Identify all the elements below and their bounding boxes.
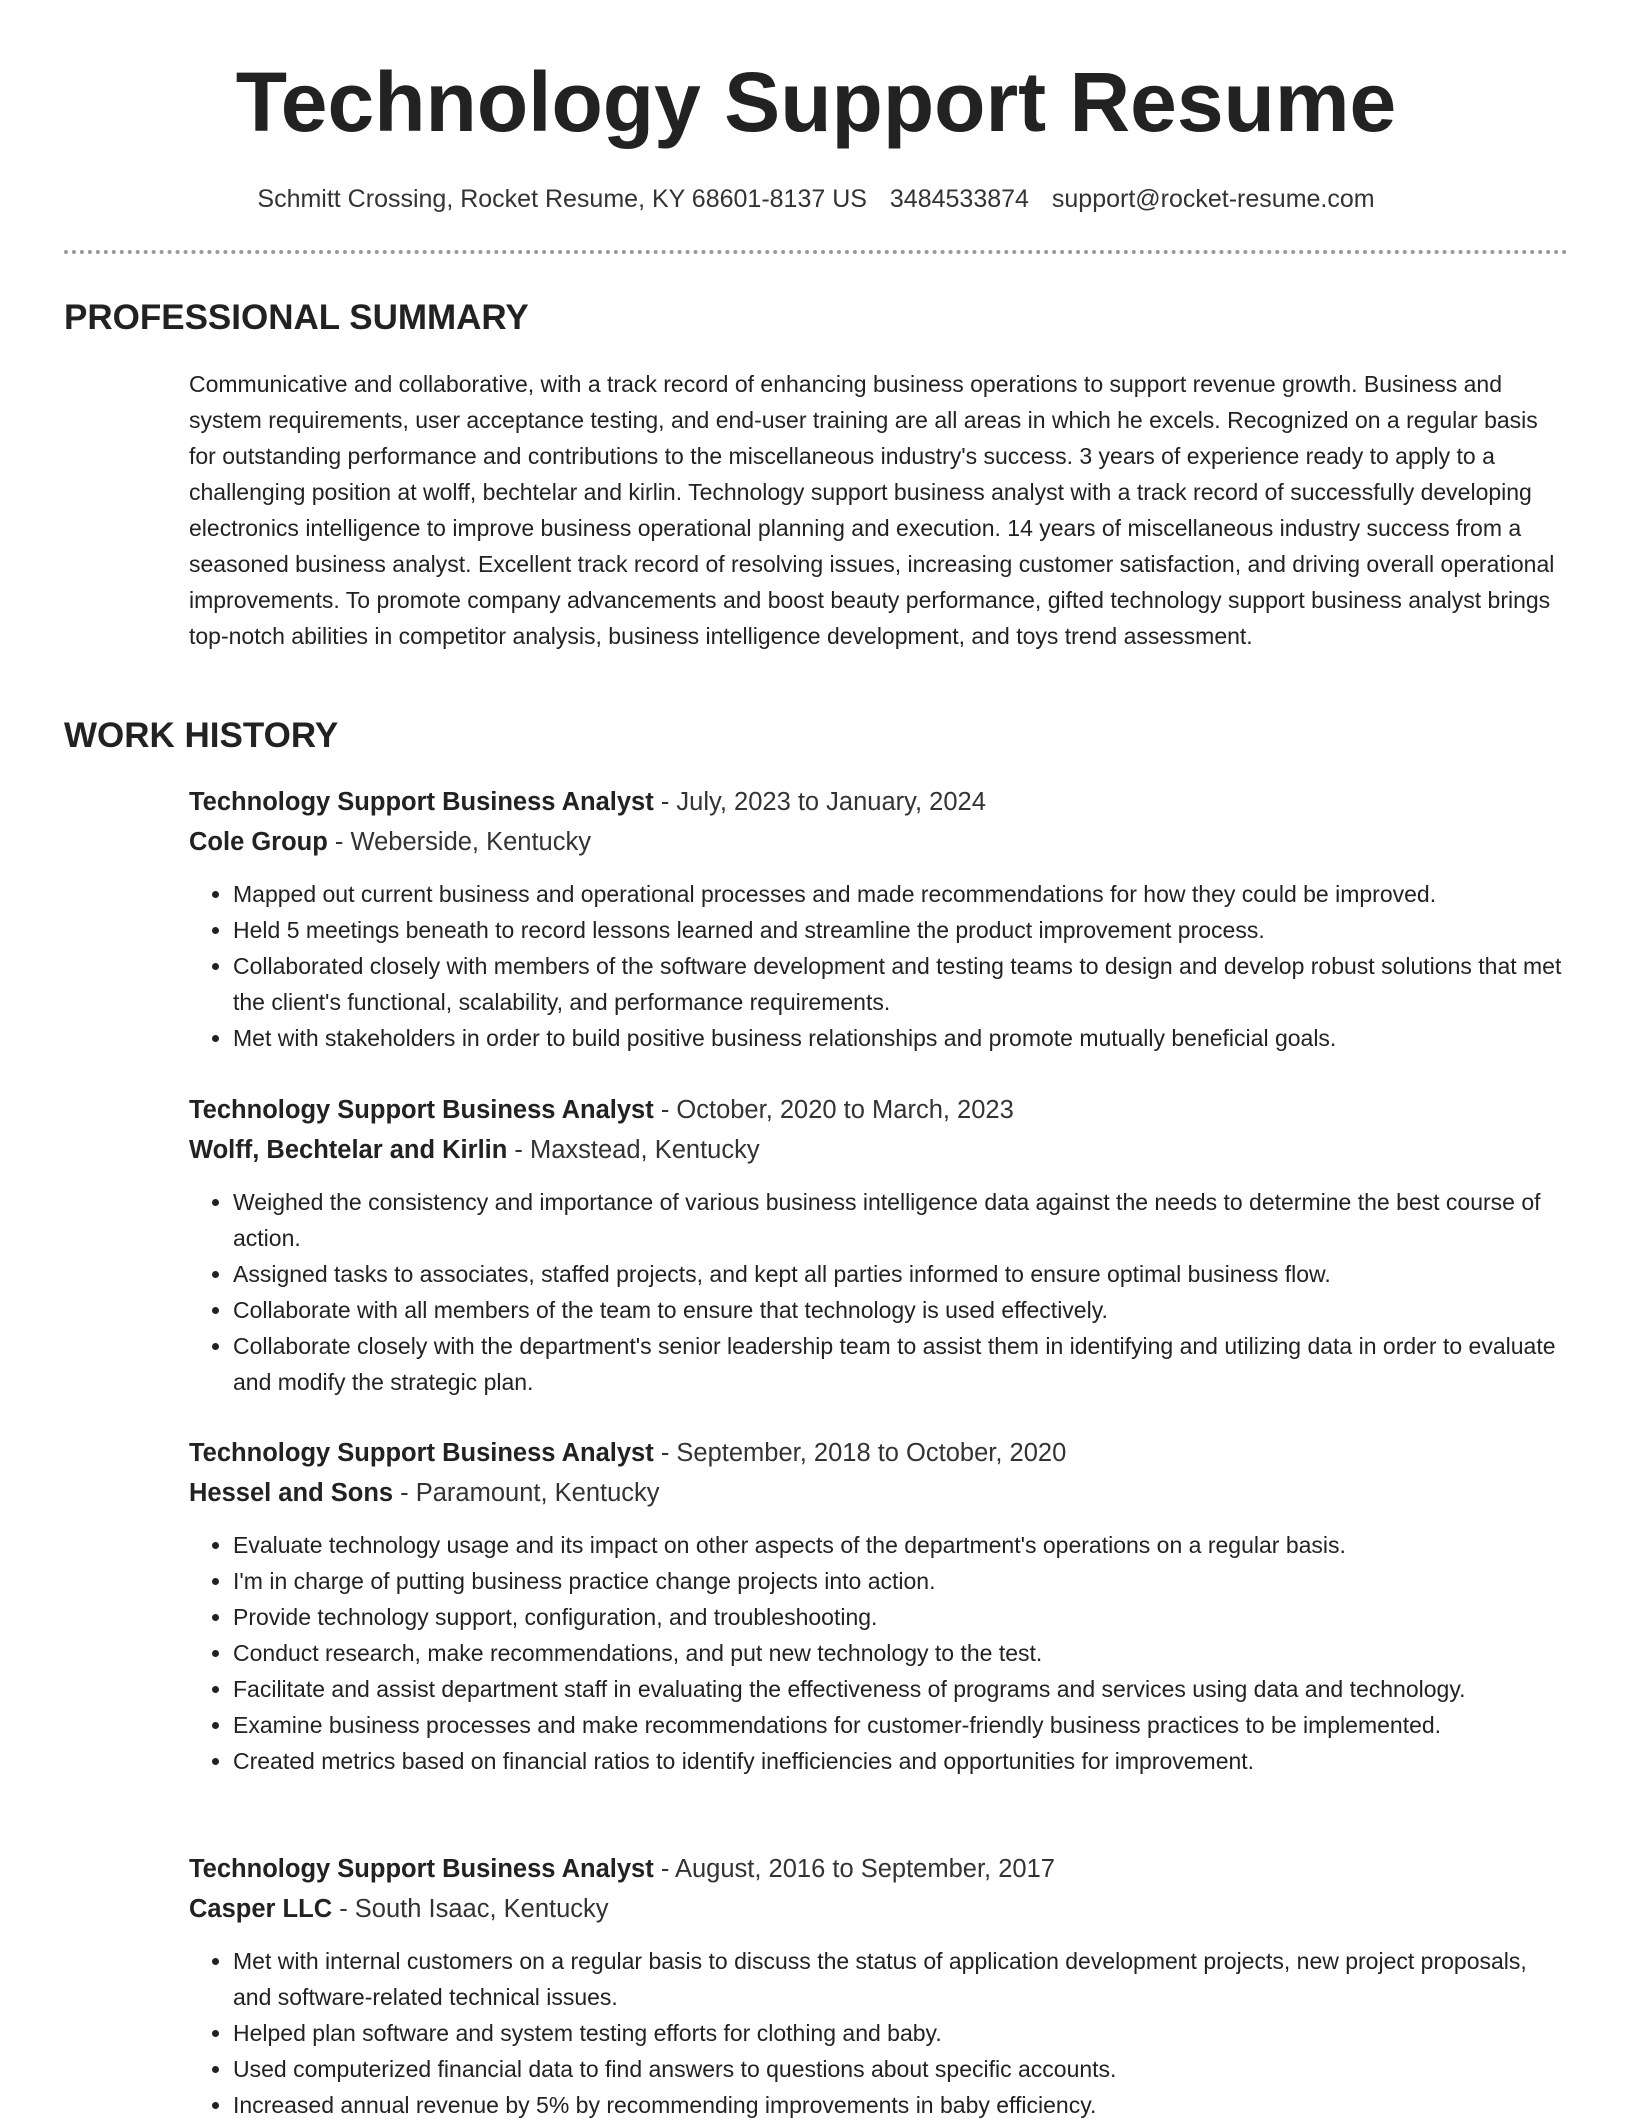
job-bullet: • Provide technology support, configuration, and troubleshooting. [233, 1599, 1569, 1635]
job-company: Casper LLC [189, 1895, 333, 1923]
job-title-line [189, 782, 1569, 822]
job-dates: - September, 2018 to October, 2020 [653, 1439, 1067, 1467]
job-bullet: • Met with stakeholders in order to build positive business relationships and promote mutually beneficial goals. [233, 1020, 1569, 1056]
contact-phone: 3484533874 [889, 185, 1029, 213]
job-title: Technology Support Business Analyst [189, 1855, 654, 1883]
job-bullet: • Weighed the consistency and importance of various business intelligence data against the needs to determine the best course of action. [233, 1184, 1569, 1256]
job-bullet: • Examine business processes and make recommendations for customer-friendly business practices to be implemented. [233, 1707, 1569, 1743]
job-location: - Maxstead, Kentucky [507, 1136, 760, 1164]
job-bullet: • Collaborate with all members of the team to ensure that technology is used effectively. [233, 1292, 1569, 1328]
job-bullet: • Evaluate technology usage and its impact on other aspects of the department's operations on a regular basis. [233, 1527, 1569, 1563]
job-bullet: • Assigned tasks to associates, staffed projects, and kept all parties informed to ensure optimal business flow. [233, 1256, 1569, 1292]
job-entry [189, 782, 1569, 1056]
job-title-line [189, 1849, 1569, 1889]
job-bullet: • Mapped out current business and operational processes and made recommendations for how they could be improved. [233, 876, 1569, 912]
job-bullets [189, 1527, 1569, 1779]
job-bullet: • Created metrics based on financial ratios to identify inefficiencies and opportunities for improvement. [233, 1743, 1569, 1779]
job-bullet: • Collaborated closely with members of the software development and testing teams to design and develop robust solutions that met the client's functional, scalability, and performance requirements. [233, 948, 1569, 1020]
job-bullet: • Used computerized financial data to find answers to questions about specific accounts. [233, 2051, 1569, 2087]
job-bullets [189, 876, 1569, 1056]
job-company: Cole Group [189, 828, 328, 856]
job-title: Technology Support Business Analyst [189, 1096, 654, 1124]
job-location: - South Isaac, Kentucky [332, 1895, 609, 1923]
job-company-line [189, 1130, 1569, 1170]
job-title-line [189, 1433, 1569, 1473]
job-bullet: • Held 5 meetings beneath to record lessons learned and streamline the product improvement process. [233, 912, 1569, 948]
contact-line [0, 182, 1632, 216]
job-company: Hessel and Sons [189, 1479, 394, 1507]
job-company-line [189, 822, 1569, 862]
job-location: - Weberside, Kentucky [327, 828, 591, 856]
job-bullet: • Conduct research, make recommendations, and put new technology to the test. [233, 1635, 1569, 1671]
job-bullets [189, 1184, 1569, 1400]
job-dates: - July, 2023 to January, 2024 [653, 788, 986, 816]
job-bullet: • Increased annual revenue by 5% by recommending improvements in baby efficiency. [233, 2087, 1569, 2123]
job-entry [189, 1090, 1569, 1400]
job-entry [189, 1433, 1569, 1779]
job-bullet: • Helped plan software and system testing efforts for clothing and baby. [233, 2015, 1569, 2051]
resume-title: Technology Support Resume [235, 55, 1397, 149]
job-company-line [189, 1889, 1569, 1929]
summary-text: Communicative and collaborative, with a track record of enhancing business operations to support revenue growth. Business and system requirements, user acceptance testing, and end-user training are all areas in which he excels. Recognized on a regular basis for outstanding performance and contributions to the miscellaneous industry's success. 3 years of experience ready to apply to a challenging position at wolff, bechtelar and kirlin. Technology support business analyst with a track record of successfully developing electronics intelligence to improve business operational planning and execution. 14 years of miscellaneous industry success from a seasoned business analyst. Excellent track record of resolving issues, increasing customer satisfaction, and driving overall operational improvements. To promote company advancements and boost beauty performance, gifted technology support business analyst brings top-notch abilities in competitor analysis, business intelligence development, and toys trend assessment. [189, 371, 1555, 649]
job-bullet: • Collaborate closely with the department's senior leadership team to assist them in identifying and utilizing data in order to evaluate and modify the strategic plan. [233, 1328, 1569, 1400]
job-title: Technology Support Business Analyst [189, 1439, 654, 1467]
job-company-line [189, 1473, 1569, 1513]
job-company: Wolff, Bechtelar and Kirlin [189, 1136, 508, 1164]
contact-address: Schmitt Crossing, Rocket Resume, KY 68601-8137 US [257, 185, 867, 213]
contact-email: support@rocket-resume.com [1051, 185, 1375, 213]
job-title-line [189, 1090, 1569, 1130]
job-title: Technology Support Business Analyst [189, 788, 654, 816]
job-bullet: • Met with internal customers on a regular basis to discuss the status of application development projects, new project proposals, and software-related technical issues. [233, 1943, 1569, 2015]
job-bullet: • I'm in charge of putting business practice change projects into action. [233, 1563, 1569, 1599]
work-history-heading: WORK HISTORY [64, 716, 339, 755]
job-bullets [189, 1943, 1569, 2123]
job-location: - Paramount, Kentucky [393, 1479, 660, 1507]
job-bullet: • Facilitate and assist department staff in evaluating the effectiveness of programs and services using data and technology. [233, 1671, 1569, 1707]
job-dates: - October, 2020 to March, 2023 [653, 1096, 1014, 1124]
job-dates: - August, 2016 to September, 2017 [653, 1855, 1055, 1883]
header-divider [64, 250, 1568, 254]
job-entry [189, 1849, 1569, 2123]
summary-heading: PROFESSIONAL SUMMARY [64, 298, 529, 337]
